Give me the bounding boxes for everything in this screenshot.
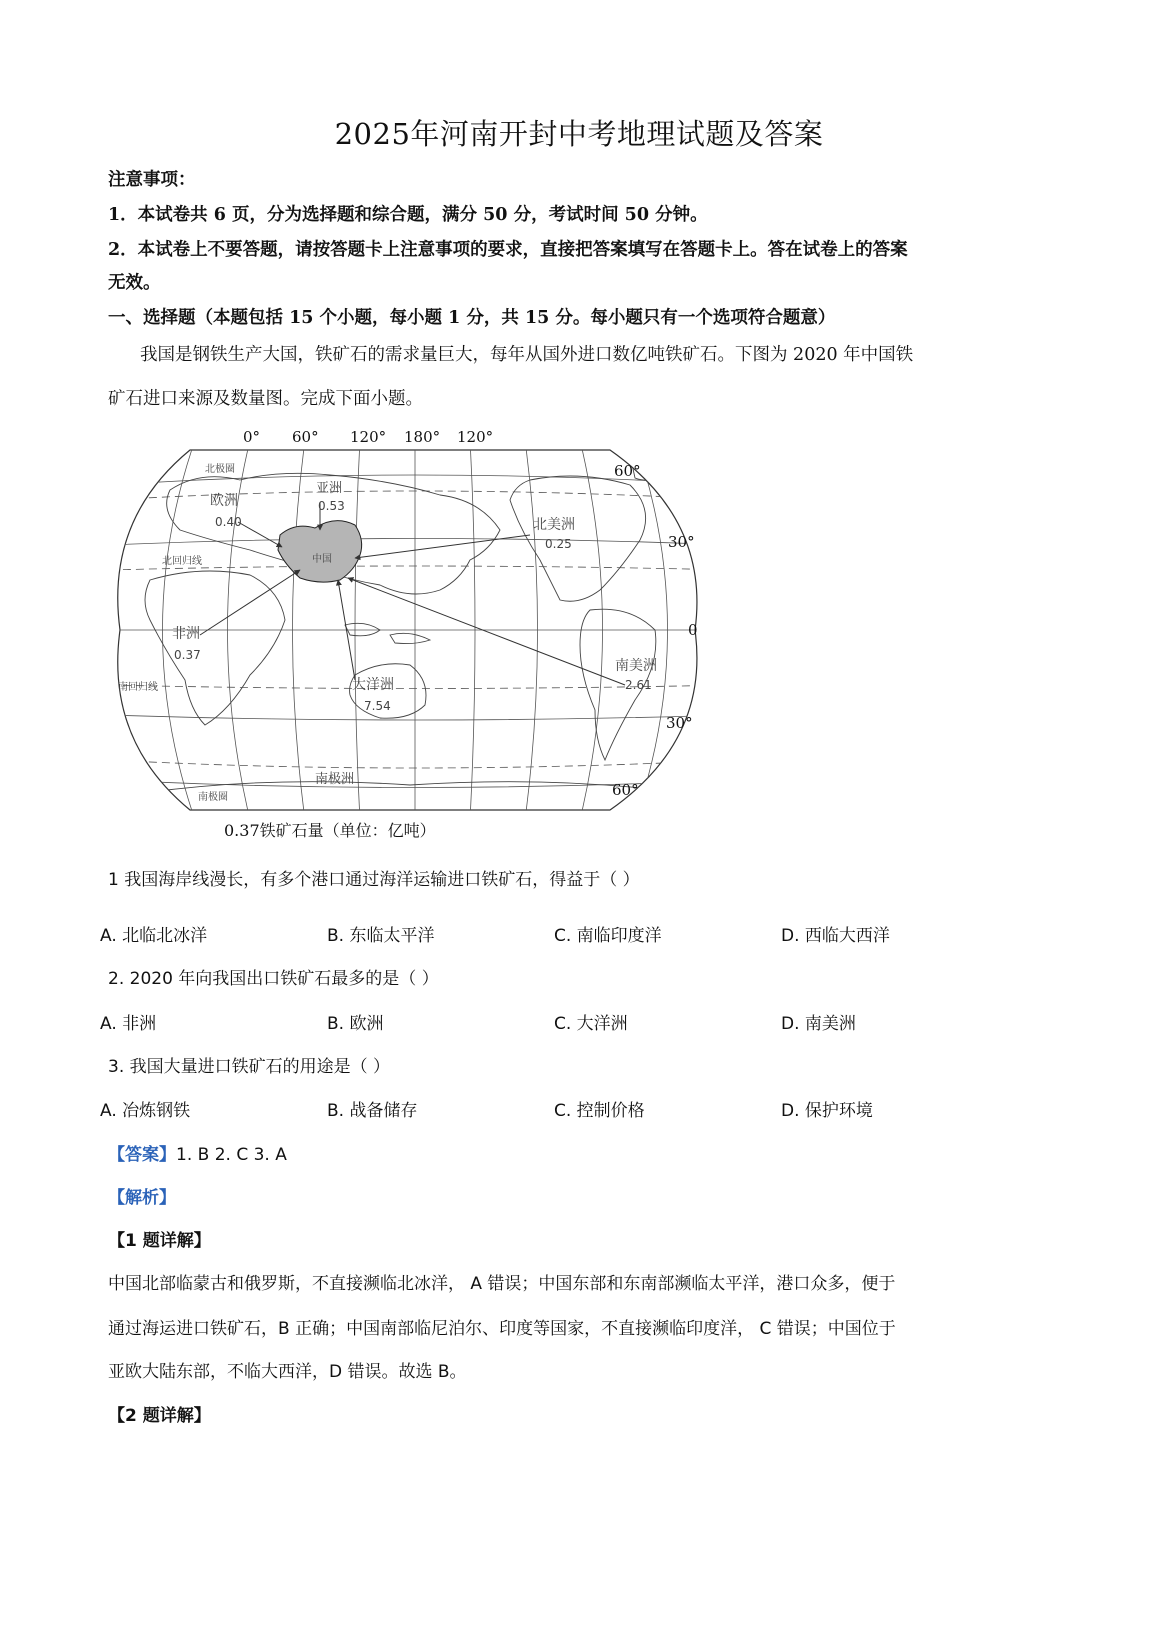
question-1-stem: 1 我国海岸线漫长，有多个港口通过海洋运输进口铁矿石，得益于（ ） <box>108 870 640 890</box>
lat-label-30s: 30° <box>666 714 693 732</box>
notice-item-2-cont: 无效。 <box>108 273 161 293</box>
intro-paragraph-line-2: 矿石进口来源及数量图。完成下面小题。 <box>108 389 423 409</box>
china-label: 中国 <box>312 554 332 565</box>
question-3-option-b: B. 战备储存 <box>327 1101 418 1121</box>
question-2-option-c: C. 大洋洲 <box>554 1014 628 1034</box>
q1-detail-heading: 【1 题详解】 <box>108 1231 211 1251</box>
lat-label-0: 0 <box>688 621 698 639</box>
lon-label-0: 0° <box>243 428 261 446</box>
notice-item-2: 2．本试卷上不要答题，请按答题卡上注意事项的要求，直接把答案填写在答题卡上。答在试卷上的答案 <box>108 240 908 260</box>
q1-detail-line-3: 亚欧大陆东部，不临大西洋，D 错误。故选 B。 <box>108 1362 467 1382</box>
source-europe-name: 欧洲 <box>210 493 238 509</box>
question-3-option-c: C. 控制价格 <box>554 1101 645 1121</box>
antarctic-circle-label: 南极圈 <box>198 792 228 803</box>
iron-ore-import-map <box>110 440 730 870</box>
question-3-option-d: D. 保护环境 <box>781 1101 873 1121</box>
lat-label-30n: 30° <box>668 533 695 551</box>
question-2-option-a: A. 非洲 <box>100 1014 157 1034</box>
answer-label: 【答案】 <box>108 1145 176 1165</box>
lon-label-180: 180° <box>404 428 441 446</box>
question-1-option-a: A. 北临北冰洋 <box>100 926 208 946</box>
question-2-option-b: B. 欧洲 <box>327 1014 384 1034</box>
question-1-option-b: B. 东临太平洋 <box>327 926 435 946</box>
intro-paragraph-line-1: 我国是钢铁生产大国，铁矿石的需求量巨大，每年从国外进口数亿吨铁矿石。下图为 2020 年中国铁 <box>140 345 914 365</box>
lat-label-60n: 60° <box>614 462 641 480</box>
q1-detail-line-1: 中国北部临蒙古和俄罗斯，不直接濒临北冰洋， A 错误；中国东部和东南部濒临太平洋，港口众多，便于 <box>108 1274 896 1294</box>
source-oceania-name: 大洋洲 <box>352 677 394 693</box>
question-1-option-c: C. 南临印度洋 <box>554 926 662 946</box>
q2-detail-heading: 【2 题详解】 <box>108 1406 211 1426</box>
source-africa-value: 0.37 <box>174 648 201 662</box>
notice-heading: 注意事项： <box>108 170 196 190</box>
world-map-svg <box>110 440 730 870</box>
answer-row <box>108 1140 287 1165</box>
analysis-label: 【解析】 <box>108 1188 176 1208</box>
lon-label-120w: 120° <box>457 428 494 446</box>
section-heading: 一、选择题（本题包括 15 个小题，每小题 1 分，共 15 分。每小题只有一个选项符合题意） <box>108 308 836 328</box>
lon-label-120: 120° <box>350 428 387 446</box>
source-south-america-value: 2.61 <box>625 678 652 692</box>
question-1-option-d: D. 西临大西洋 <box>781 926 890 946</box>
lon-label-60: 60° <box>292 428 319 446</box>
page-title: 2025年河南开封中考地理试题及答案 <box>334 117 824 151</box>
source-north-america-value: 0.25 <box>545 537 572 551</box>
tropic-south-label: 南回归线 <box>118 682 158 693</box>
lat-label-60s: 60° <box>612 781 639 799</box>
arctic-circle-label: 北极圈 <box>205 464 235 475</box>
source-oceania-value: 7.54 <box>364 699 391 713</box>
antarctica-label: 南极洲 <box>315 772 355 787</box>
question-2-option-d: D. 南美洲 <box>781 1014 856 1034</box>
answer-text: 1. B 2. C 3. A <box>176 1145 287 1165</box>
analysis-row <box>108 1183 176 1208</box>
map-legend: 0.37铁矿石量（单位：亿吨） <box>224 821 436 840</box>
q1-detail-line-2: 通过海运进口铁矿石，B 正确；中国南部临尼泊尔、印度等国家，不直接濒临印度洋， C 错误；中国位于 <box>108 1319 896 1339</box>
source-north-america-name: 北美洲 <box>533 517 575 533</box>
source-asia-value: 0.53 <box>318 499 345 513</box>
source-africa-name: 非洲 <box>172 626 200 642</box>
tropic-north-label: 北回归线 <box>162 556 202 567</box>
question-3-stem: 3. 我国大量进口铁矿石的用途是（ ） <box>108 1057 391 1077</box>
source-asia-name: 亚洲 <box>316 481 343 496</box>
source-south-america-name: 南美洲 <box>615 658 657 674</box>
source-europe-value: 0.40 <box>215 515 242 529</box>
notice-item-1: 1．本试卷共 6 页，分为选择题和综合题，满分 50 分，考试时间 50 分钟。 <box>108 205 708 225</box>
question-2-stem: 2. 2020 年向我国出口铁矿石最多的是（ ） <box>108 969 439 989</box>
question-3-option-a: A. 冶炼钢铁 <box>100 1101 191 1121</box>
